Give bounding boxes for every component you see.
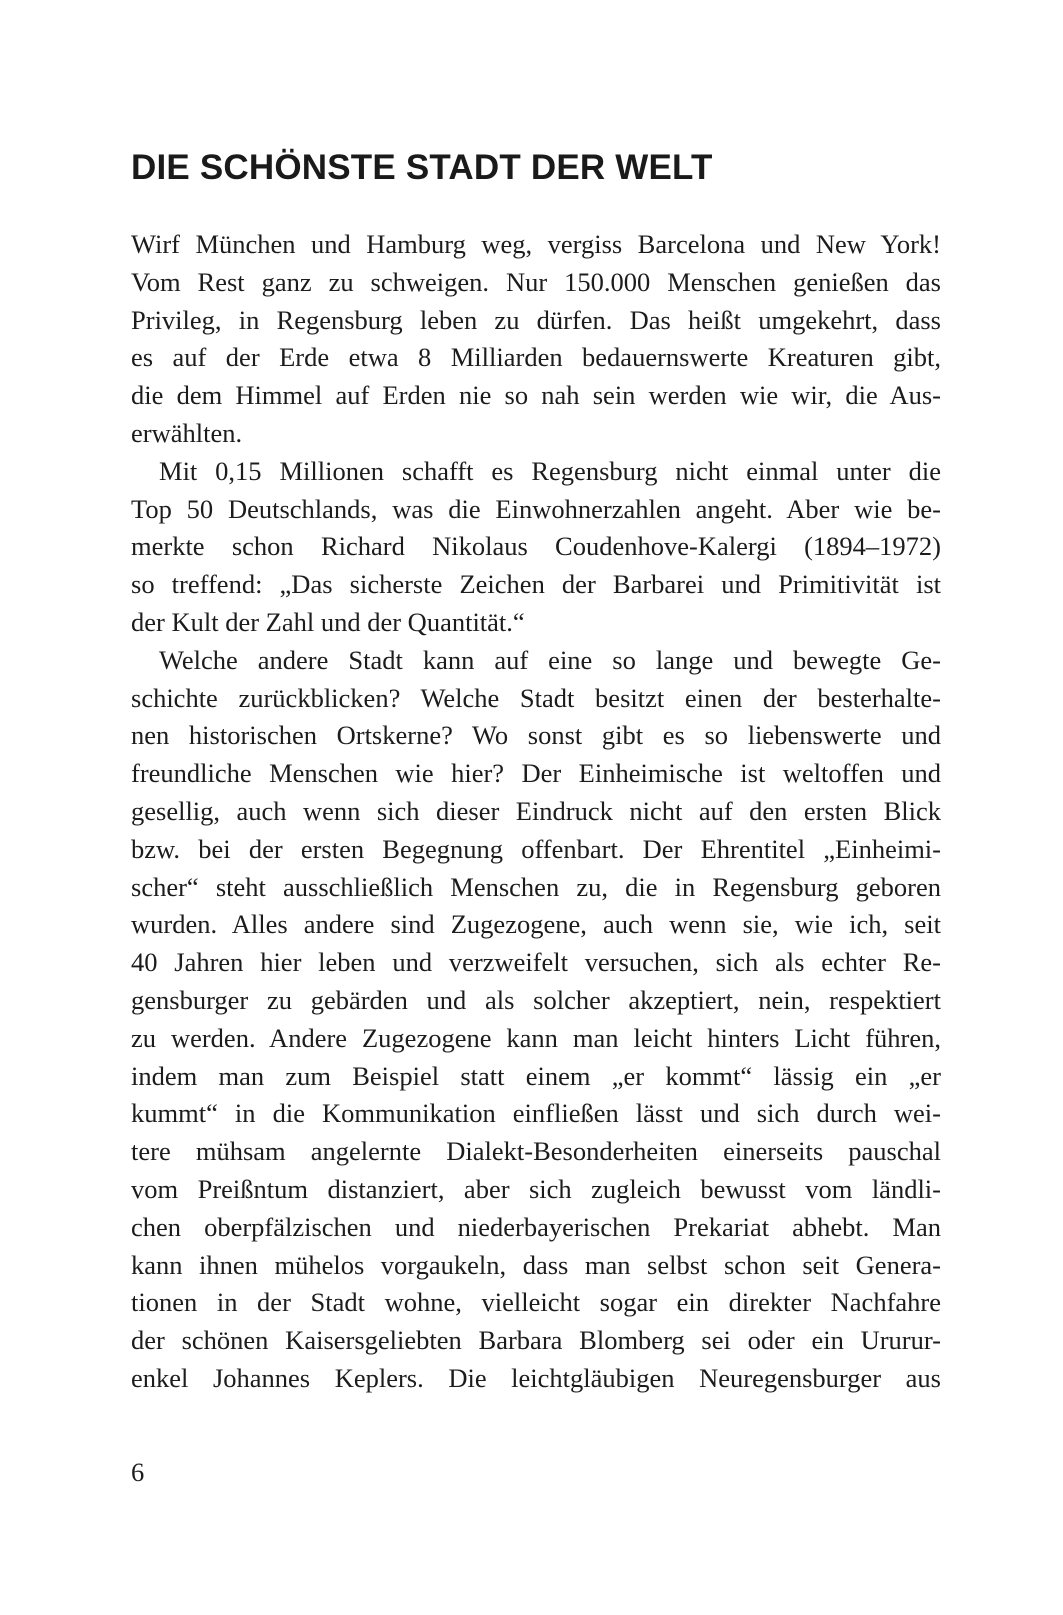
text-line: gensburger zu gebärden und als solcher akzeptiert, nein, respektiert xyxy=(131,984,941,1015)
text-line: nen historischen Ortskerne? Wo sonst gibt es so liebenswerte und xyxy=(131,720,941,751)
text-line: Top 50 Deutschlands, was die Einwohnerzahlen angeht. Aber wie be- xyxy=(131,493,941,524)
text-line: es auf der Erde etwa 8 Milliarden bedauernswerte Kreaturen gibt, xyxy=(131,342,941,373)
text-line: tionen in der Stadt wohne, vielleicht sogar ein direkter Nachfahre xyxy=(131,1287,941,1318)
text-line: Vom Rest ganz zu schweigen. Nur 150.000 Menschen genießen das xyxy=(131,266,941,297)
text-line: freundliche Menschen wie hier? Der Einheimische ist weltoffen und xyxy=(131,758,941,789)
text-line: merkte schon Richard Nikolaus Coudenhove-Kalergi (1894–1972) xyxy=(131,531,941,562)
text-line: schichte zurückblicken? Welche Stadt besitzt einen der besterhalte- xyxy=(131,682,941,713)
page-number: 6 xyxy=(131,1457,145,1487)
text-line: Welche andere Stadt kann auf eine so lange und bewegte Ge- xyxy=(159,644,941,675)
text-line: Privileg, in Regensburg leben zu dürfen. Das heißt umgekehrt, dass xyxy=(131,304,941,335)
text-line: kummt“ in die Kommunikation einfließen lässt und sich durch wei- xyxy=(131,1098,941,1129)
text-line: zu werden. Andere Zugezogene kann man leicht hinters Licht führen, xyxy=(131,1022,941,1053)
text-line: gesellig, auch wenn sich dieser Eindruck nicht auf den ersten Blick xyxy=(131,795,941,826)
text-line: erwählten. xyxy=(131,417,243,448)
text-line: indem man zum Beispiel statt einem „er kommt“ lässig ein „er xyxy=(131,1060,941,1091)
text-line: so treffend: „Das sicherste Zeichen der Barbarei und Primitivität ist xyxy=(131,569,941,600)
text-line: vom Preißntum distanziert, aber sich zugleich bewusst vom ländli- xyxy=(131,1173,941,1204)
text-line: Mit 0,15 Millionen schafft es Regensburg nicht einmal unter die xyxy=(159,455,941,486)
text-line: 40 Jahren hier leben und verzweifelt versuchen, sich als echter Re- xyxy=(131,947,941,978)
text-line: chen oberpfälzischen und niederbayerischen Prekariat abhebt. Man xyxy=(131,1211,941,1242)
text-line: kann ihnen mühelos vorgaukeln, dass man selbst schon seit Genera- xyxy=(131,1249,941,1280)
text-line: Wirf München und Hamburg weg, vergiss Barcelona und New York! xyxy=(131,229,941,259)
text-line: tere mühsam angelernte Dialekt-Besonderheiten einerseits pauschal xyxy=(131,1136,941,1167)
text-line: der Kult der Zahl und der Quantität.“ xyxy=(131,606,525,637)
chapter-title: DIE SCHÖNSTE STADT DER WELT xyxy=(131,148,713,187)
text-line: bzw. bei der ersten Begegnung offenbart. Der Ehrentitel „Einheimi- xyxy=(131,833,941,864)
text-line: die dem Himmel auf Erden nie so nah sein werden wie wir, die Aus- xyxy=(131,380,941,411)
body-text xyxy=(131,226,941,1398)
text-line: enkel Johannes Keplers. Die leichtgläubigen Neuregensburger aus xyxy=(131,1362,941,1393)
text-line: scher“ steht ausschließlich Menschen zu, die in Regensburg geboren xyxy=(131,871,941,902)
text-line: der schönen Kaisersgeliebten Barbara Blomberg sei oder ein Ururur- xyxy=(131,1325,941,1356)
text-line: wurden. Alles andere sind Zugezogene, auch wenn sie, wie ich, seit xyxy=(131,909,941,940)
